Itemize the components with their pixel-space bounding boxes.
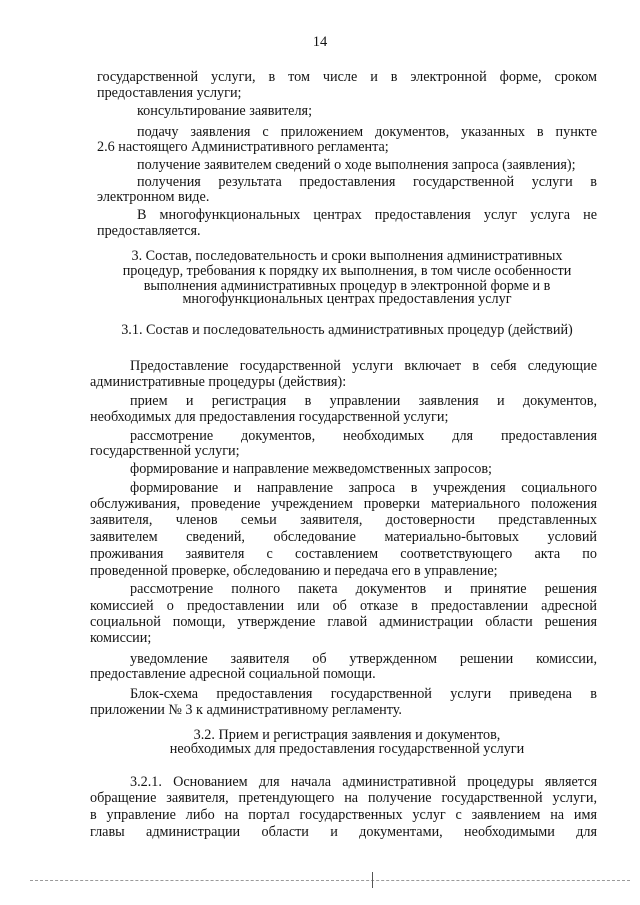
section-heading: процедур, требования к порядку их выполнения, в том числе особенности — [122, 263, 572, 279]
text-line: предоставляется. — [97, 223, 201, 239]
text-line: консультирование заявителя; — [137, 103, 313, 119]
subsection-heading: 3.2. Прием и регистрация заявления и документов, — [193, 727, 501, 743]
text-line: обслуживания, проведение учреждением проверки материального положения — [90, 496, 597, 512]
text-line: уведомление заявителя об утвержденном решении комиссии, — [130, 651, 597, 667]
scan-mark — [372, 872, 373, 888]
text-line: заявителя, членов семьи заявителя, достоверности представленных — [90, 512, 597, 528]
section-heading: выполнения административных процедур в электронной форме и в — [143, 278, 551, 294]
text-line: государственной услуги; — [90, 443, 240, 459]
text-line: подачу заявления с приложением документов, указанных в пункте — [137, 124, 597, 140]
text-line: формирование и направление межведомственных запросов; — [130, 461, 492, 477]
text-line: приложении № 3 к административному регламенту. — [90, 702, 402, 718]
text-line: 2.6 настоящего Административного регламента; — [97, 139, 389, 155]
text-line: Блок-схема предоставления государственной услуги приведена в — [130, 686, 597, 702]
text-line: 3.2.1. Основанием для начала административной процедуры является — [130, 774, 597, 790]
text-line: административные процедуры (действия): — [90, 374, 347, 390]
text-line: электронном виде. — [97, 189, 210, 205]
text-line: комиссией о предоставлении или об отказе в предоставлении адресной — [90, 598, 597, 614]
subsection-heading: необходимых для предоставления государственной услуги — [169, 741, 525, 757]
text-line: формирование и направление запроса в учреждения социального — [130, 480, 597, 496]
text-line: заявителем сведений, обследование материально-бытовых условий — [90, 529, 597, 545]
text-line: Предоставление государственной услуги включает в себя следующие — [130, 358, 597, 374]
text-line: получения результата предоставления государственной услуги в — [137, 174, 597, 190]
text-line: В многофункциональных центрах предоставления услуг услуга не — [137, 207, 597, 223]
text-line: проживания заявителя с составлением соответствующего акта по — [90, 546, 597, 562]
text-line: необходимых для предоставления государственной услуги; — [90, 409, 449, 425]
text-line: в управление либо на портал государственных услуг с заявлением на имя — [90, 807, 597, 823]
text-line: прием и регистрация в управлении заявления и документов, — [130, 393, 597, 409]
section-heading: многофункциональных центрах предоставления услуг — [182, 291, 512, 307]
text-line: предоставления услуги; — [97, 85, 242, 101]
text-line: комиссии; — [90, 630, 152, 646]
text-line: обращение заявителя, претендующего на получение государственной услуги, — [90, 790, 597, 806]
text-line: рассмотрение полного пакета документов и принятие решения — [130, 581, 597, 597]
subsection-heading: 3.1. Состав и последовательность административных процедур (действий) — [121, 322, 573, 338]
text-line: социальной помощи, утверждение главой администрации области решения — [90, 614, 597, 630]
text-line: государственной услуги, в том числе и в электронной форме, сроком — [97, 69, 597, 85]
text-line: получение заявителем сведений о ходе выполнения запроса (заявления); — [137, 157, 576, 173]
text-line: проведенной проверке, обследованию и передача его в управление; — [90, 563, 498, 579]
text-line: рассмотрение документов, необходимых для предоставления — [130, 428, 597, 444]
page-number: 14 — [312, 34, 328, 50]
text-line: предоставление адресной социальной помощи. — [90, 666, 376, 682]
text-line: главы администрации области и документами, необходимыми для — [90, 824, 597, 840]
scan-edge-line — [30, 880, 630, 881]
section-heading: 3. Состав, последовательность и сроки выполнения административных — [131, 248, 563, 264]
